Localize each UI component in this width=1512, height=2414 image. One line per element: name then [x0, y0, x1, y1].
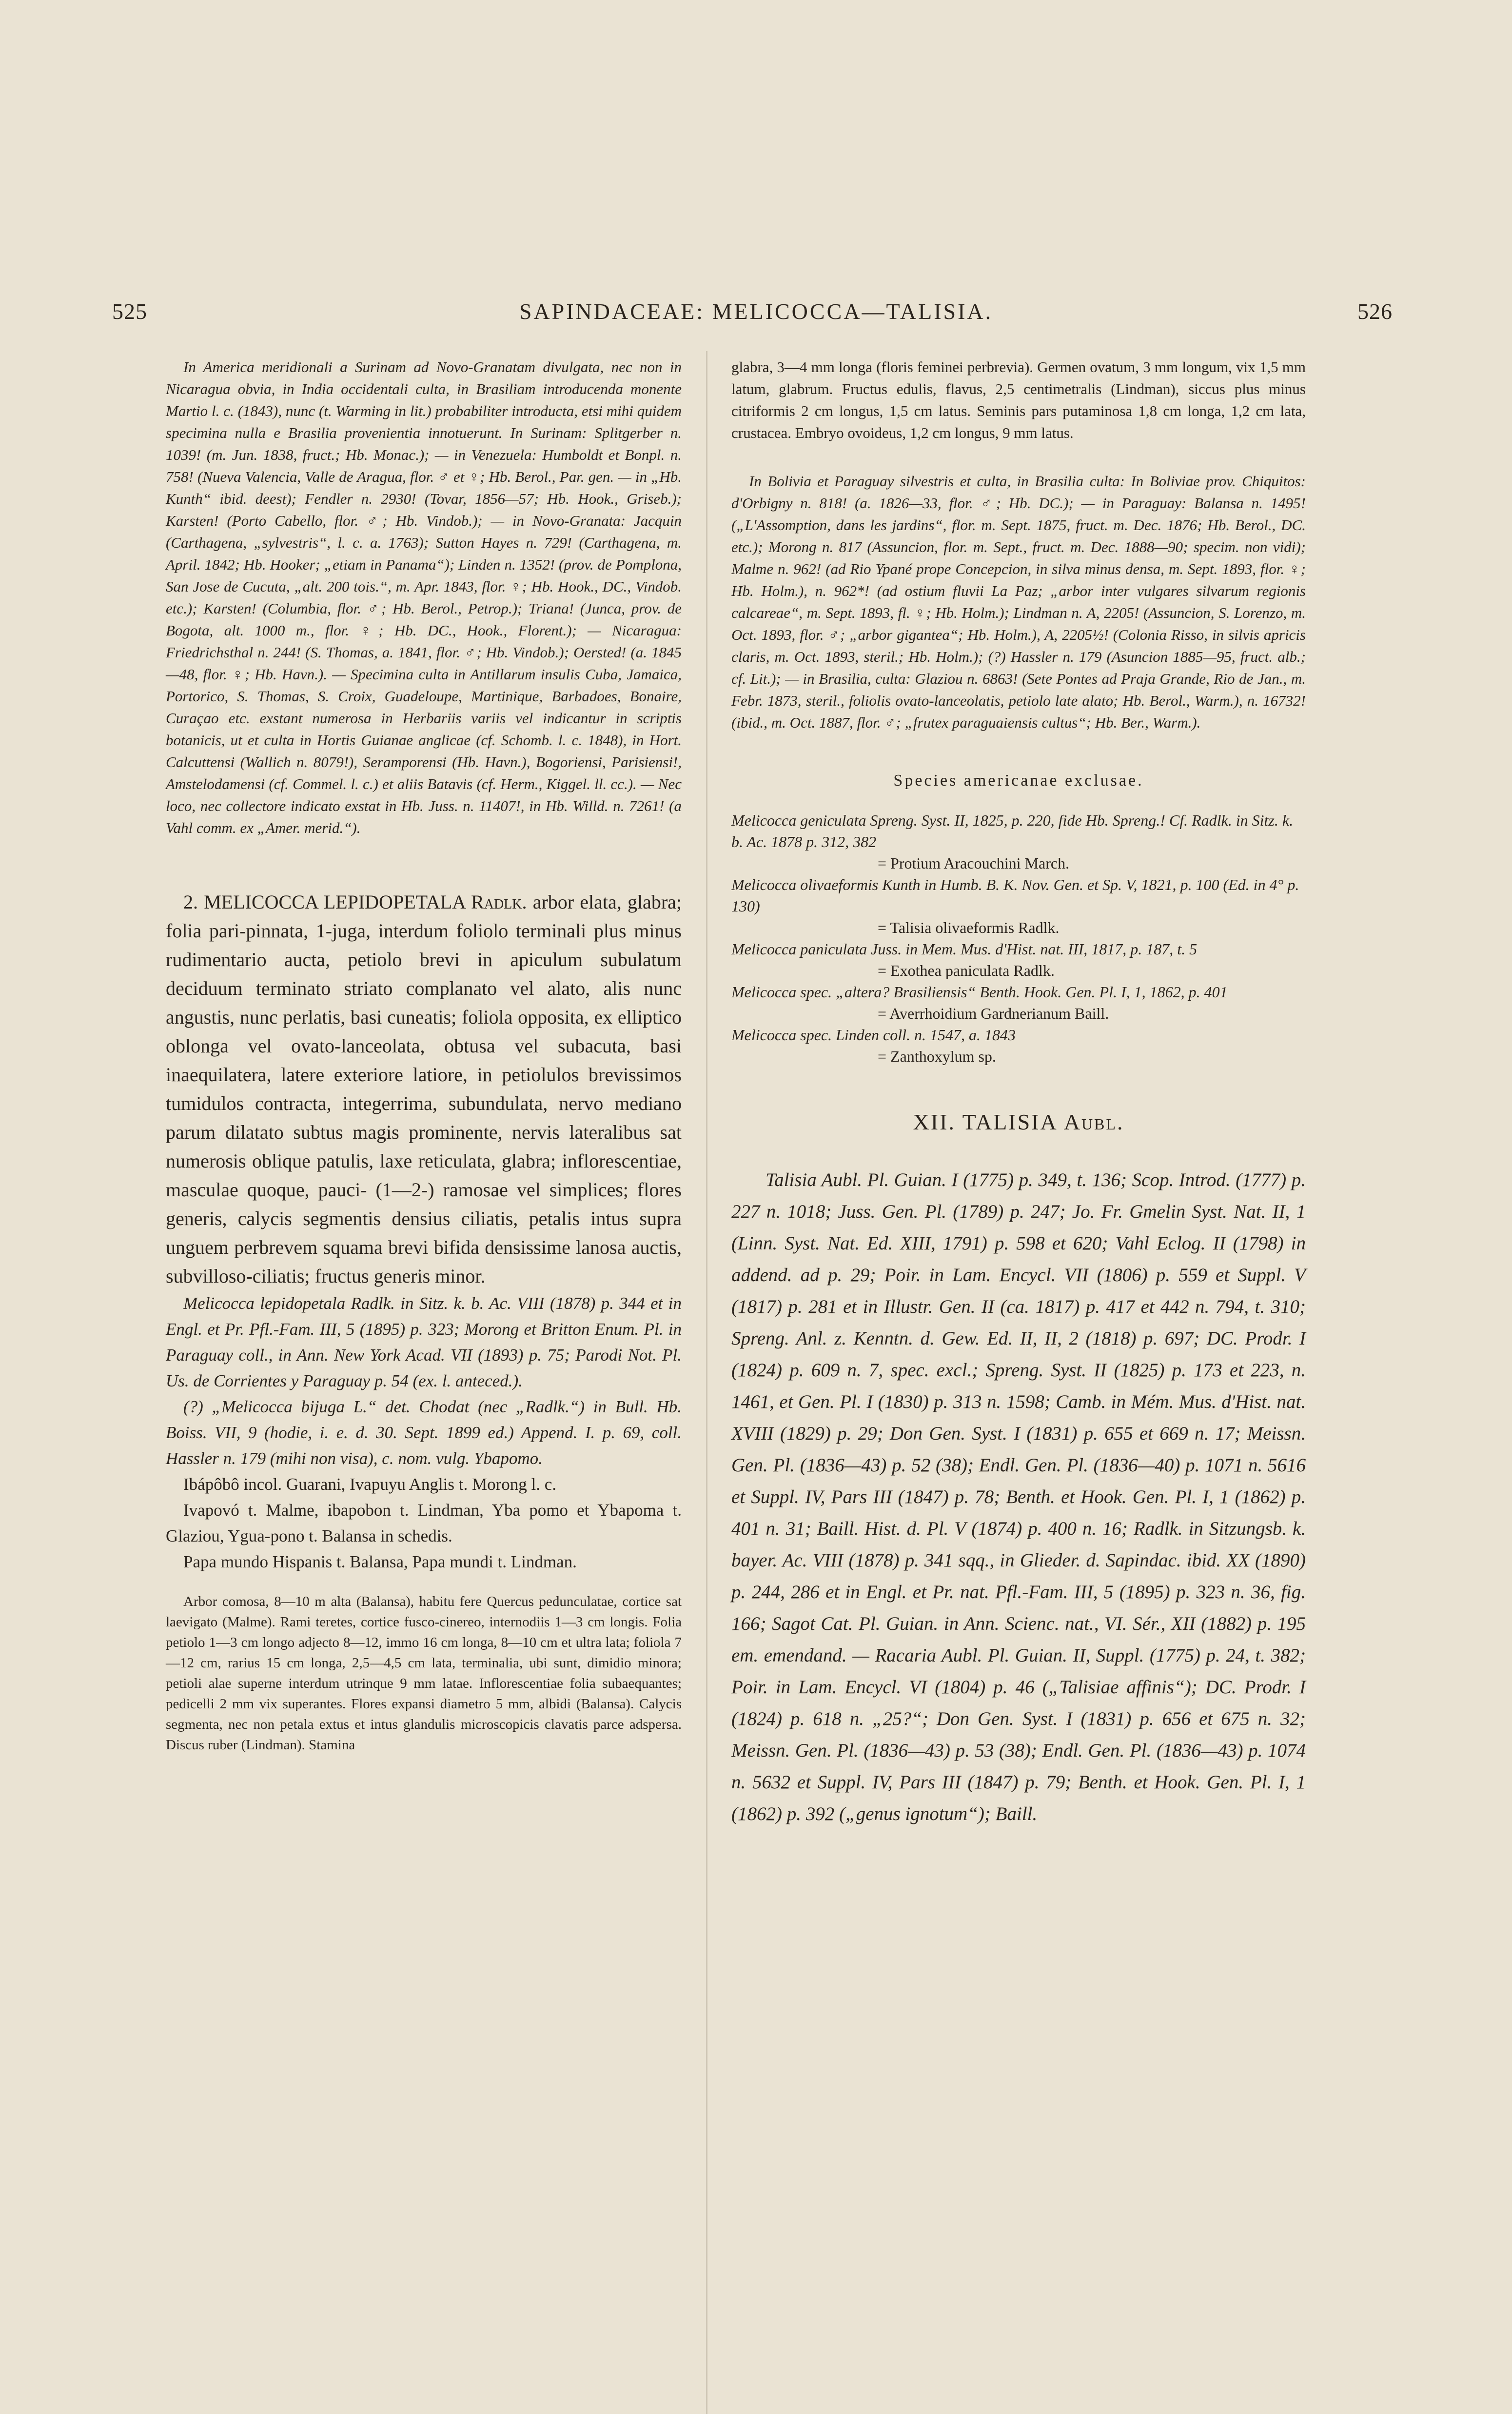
excluded-species-equivalent: = Protium Aracouchini March. — [878, 854, 1070, 872]
excluded-species-equivalent: = Averrhoidium Gardnerianum Baill. — [878, 1005, 1109, 1022]
vernacular-names-1: Ibápôbô incol. Guarani, Ivapuyu Anglis t. Morong l. c. — [183, 1475, 557, 1494]
right-column — [731, 356, 1306, 1830]
distribution-paragraph-right: In Bolivia et Paraguay silvestris et culta, in Brasilia culta: In Boliviae prov. Chiquitos: d'Orbigny n. 818! (a. 1826—33, flor. ♂; Hb. DC.); — in Paraguay: Balansa n. 1495! („L'Assomption, dans les jardins“, flor. m. Sept. 1875, fruct. m. Dec. 1876; Hb. Berol., DC. etc.); Morong n. 817 (Assuncion, flor. m. Sept., fruct. m. Dec. 1888—90; specim. non vidi); Malme n. 962! (ad Rio Ypané prope Concepcion, in silva minus densa, m. Sept. 1893, flor. ♀; Hb. Holm.), n. 962*! (ad ostium fluvii La Paz; „arbor inter vulgares silvarum regionis calcareae“, m. Sept. 1893, fl. ♀; Hb. Holm.); Lindman n. A, 2205! (Assuncion, S. Lorenzo, m. Oct. 1893, flor. ♂; „arbor gigantea“; Hb. Holm.), A, 2205½! (Colonia Risso, in silvis apricis claris, m. Oct. 1893, steril.; Hb. Holm.); (?) Hassler n. 179 (Asuncion 1885—95, fruct. alb.; cf. Lit.); — in Brasilia, culta: Glaziou n. 6863! (Sete Pontes ad Praja Grande, Rio de Jan., m. Febr. 1873, steril., foliolis ovato-lanceolatis, petiolo late alato; Hb. Berol., Warm.), n. 16732! (ibid., m. Oct. 1887, flor. ♂; „frutex paraguaiensis cultus“; Hb. Ber., Warm.). — [731, 473, 1306, 731]
species-author: Radlk. — [471, 891, 527, 913]
excluded-species-name: Melicocca spec. Linden coll. n. 1547, a. 1843 — [731, 1026, 1016, 1044]
excluded-species-item — [731, 810, 1306, 874]
excluded-species-item — [731, 1024, 1306, 1067]
description-continued: glabra, 3—4 mm longa (floris feminei perbrevia). Germen ovatum, 3 mm longum, vix 1,5 mm latum, glabrum. Fructus edulis, flavus, 2,5 centimetralis (Lindman), siccus plus minus citriformis 2 cm longus, 1,5 cm latus. Seminis pars putaminosa 1,8 cm longa, 1,2 cm lata, crustacea. Embryo ovoideus, 1,2 cm longus, 9 mm latus. — [731, 358, 1306, 441]
genus-heading — [731, 1109, 1306, 1135]
left-page-number: 525 — [112, 299, 147, 324]
excluded-species-name: Melicocca spec. „altera? Brasiliensis“ Benth. Hook. Gen. Pl. I, 1, 1862, p. 401 — [731, 983, 1228, 1001]
genus-title: XII. TALISIA — [913, 1109, 1057, 1134]
morphological-description: Arbor comosa, 8—10 m alta (Balansa), habitu fere Quercus pedunculatae, cortice sat laevigato (Malme). Rami teretes, cortice fusco-cinereo, internodiis 1—3 cm longis. Folia petiolo 1—3 cm longo adjecto 8—12, immo 16 cm longa, 8—10 cm et ultra lata; foliola 7—12 cm, rarius 15 cm longa, 2,5—4,5 cm lata, terminalia, ubi sunt, dimidio minora; petioli alae superne interdum utrinque 9 mm latae. Inflorescentiae folia subaequantes; pedicelli 2 mm vix superantes. Flores expansi diametro 5 mm, albidi (Balansa). Calycis segmenta, nec non petala extus et intus glandulis microscopicis clavatis parce adspersa. Discus ruber (Lindman). Stamina — [166, 1594, 682, 1753]
references-block-2: (?) „Melicocca bijuga L.“ det. Chodat (nec „Radlk.“) in Bull. Hb. Boiss. VII, 9 (hodie, i. e. d. 30. Sept. 1899 ed.) Append. I. p. 69, coll. Hassler n. 179 (mihi non visa), c. nom. vulg. Ybapomo. — [166, 1397, 682, 1468]
excluded-species-list — [731, 810, 1306, 1067]
vernacular-names-2: Ivapovó t. Malme, ibapobon t. Lindman, Yba pomo et Ybapoma t. Glaziou, Ygua-pono t. Balansa in schedis. — [166, 1501, 682, 1545]
species-diagnosis: arbor elata, glabra; folia pari-pinnata, 1-juga, interdum foliolo terminali plus minus rudimentario aucta, petiolo brevi in apiculum subulatum deciduum terminato striato complanato vel alato, alis nunc angustis, nunc perlatis, basi cuneatis; foliola opposita, ex elliptico oblonga vel ovato-lanceolata, obtusa vel subacuta, basi inaequilatera, latere exteriore latiore, in petiolulos brevissimos tumidulos contracta, integerrima, subundulata, nervo mediano parum dilatato subtus magis prominente, nervis lateralibus sat numerosis oblique patulis, laxe reticulata, glabra; inflorescentiae, masculae quoque, pauci- (1—2-) ramosae vel simplices; flores generis, calycis segmentis densius ciliatis, petalis intus supra unguem perbrevem squama brevi bifida densissime lanosa auctis, subvilloso-ciliatis; fructus generis minor. — [166, 891, 682, 1287]
excluded-species-item — [731, 981, 1306, 1024]
excluded-species-equivalent: = Exothea paniculata Radlk. — [878, 962, 1055, 979]
excluded-species-equivalent: = Zanthoxylum sp. — [878, 1048, 996, 1065]
column-divider — [706, 351, 707, 2414]
genus-author: Aubl. — [1063, 1109, 1124, 1134]
right-page-number: 526 — [1357, 299, 1393, 324]
excluded-species-name: Melicocca paniculata Juss. in Mem. Mus. d'Hist. nat. III, 1817, p. 187, t. 5 — [731, 940, 1198, 958]
excluded-species-equivalent: = Talisia olivaeformis Radlk. — [878, 919, 1060, 936]
left-column — [166, 356, 682, 1755]
excluded-species-heading: Species americanae exclusae. — [893, 772, 1144, 790]
references-block: Melicocca lepidopetala Radlk. in Sitz. k. b. Ac. VIII (1878) p. 344 et in Engl. et Pr. Pfl.-Fam. III, 5 (1895) p. 323; Morong et Britton Enum. Pl. in Paraguay coll., in Ann. New York Acad. VII (1893) p. 75; Parodi Not. Pl. Us. de Corrientes y Paraguay p. 54 (ex. l. anteced.). — [166, 1294, 682, 1390]
species-heading: 2. MELICOCCA LEPIDOPETALA — [183, 891, 465, 913]
species-description — [166, 888, 682, 1290]
running-title: SAPINDACEAE: MELICOCCA—TALISIA. — [519, 299, 993, 324]
excluded-species-item — [731, 938, 1306, 981]
excluded-species-name: Melicocca geniculata Spreng. Syst. II, 1825, p. 220, fide Hb. Spreng.! Cf. Radlk. in Sitz. k. b. Ac. 1878 p. 312, 382 — [731, 811, 1294, 851]
excluded-species-name: Melicocca olivaeformis Kunth in Humb. B. K. Nov. Gen. et Sp. V, 1821, p. 100 (Ed. in 4° p. 130) — [731, 876, 1299, 915]
distribution-paragraph: In America meridionali a Surinam ad Novo-Granatam divulgata, nec non in Nicaragua obvia, in India occidentali culta, in Brasiliam introducenda monente Martio l. c. (1843), nunc (t. Warming in lit.) probabiliter introducta, etsi mihi quidem specimina nulla e Brasilia provenientia innotuerunt. In Surinam: Splitgerber n. 1039! (m. Jun. 1838, fruct.; Hb. Monac.); — in Venezuela: Humboldt et Bonpl. n. 758! (Nueva Valencia, Valle de Aragua, flor. ♂ et ♀; Hb. Berol., Par. gen. — in „Hb. Kunth“ ibid. deest); Fendler n. 2930! (Tovar, 1856—57; Hb. Hook., Griseb.); Karsten! (Porto Cabello, flor. ♂; Hb. Vindob.); — in Novo-Granata: Jacquin (Carthagena, „sylvestris“, l. c. a. 1763); Sutton Hayes n. 729! (Carthagena, m. April. 1842; Hb. Hooker; „etiam in Panama“); Linden n. 1352! (prov. de Pomplona, San Jose de Cucuta, „alt. 200 tois.“, m. Apr. 1843, flor. ♀; Hb. Hook., DC., Vindob. etc.); Karsten! (Columbia, flor. ♂; Hb. Berol., Petrop.); Triana! (Junca, prov. de Bogota, alt. 1000 m., flor. ♀; Hb. DC., Hook., Florent.); — Nicaragua: Friedrichsthal n. 244! (S. Thomas, a. 1841, flor. ♂; Hb. Vindob.); Oersted! (a. 1845—48, flor. ♀; Hb. Havn.). — Specimina culta in Antillarum insulis Cuba, Jamaica, Portorico, S. Thomas, S. Croix, Guadeloupe, Martinique, Barbadoes, Bonaire, Curaçao etc. exstant numerosa in Herbariis variis vel indicantur in scriptis botanicis, ut et culta in Hortis Guianae anglicae (cf. Schomb. l. c. 1848), in Hort. Calcuttensi (Wallich n. 8079!), Seramporensi (Hb. Havn.), Bogoriensi, Parisiensi!, Amstelodamensi (cf. Commel. l. c.) et aliis Batavis (cf. Herm., Kiggel. ll. cc.). — Nec loco, nec collectore indicato exstat in Hb. Juss. n. 11407!, in Hb. Willd. n. 7261! (a Vahl comm. ex „Amer. merid.“). — [166, 358, 682, 836]
excluded-species-item — [731, 874, 1306, 938]
vernacular-names-3: Papa mundo Hispanis t. Balansa, Papa mundi t. Lindman. — [183, 1552, 577, 1571]
genus-references: Talisia Aubl. Pl. Guian. I (1775) p. 349, t. 136; Scop. Introd. (1777) p. 227 n. 1018; Juss. Gen. Pl. (1789) p. 247; Jo. Fr. Gmelin Syst. Nat. II, 1 (Linn. Syst. Nat. Ed. XIII, 1791) p. 598 et 620; Vahl Eclog. II (1798) in addend. ad p. 29; Poir. in Lam. Encycl. VII (1806) p. 559 et Suppl. V (1817) p. 281 et in Illustr. Gen. II (ca. 1817) p. 417 et 442 n. 794, t. 310; Spreng. Anl. z. Kenntn. d. Gew. Ed. II, II, 2 (1818) p. 697; DC. Prodr. I (1824) p. 609 n. 7, spec. excl.; Spreng. Syst. II (1825) p. 173 et 223, n. 1461, et Gen. Pl. I (1830) p. 313 n. 1598; Camb. in Mém. Mus. d'Hist. nat. XVIII (1829) p. 29; Don Gen. Syst. I (1831) p. 655 et 669 n. 17; Meissn. Gen. Pl. (1836—43) p. 52 (38); Endl. Gen. Pl. (1836—40) p. 1071 n. 5616 et Suppl. IV, Pars III (1847) p. 78; Benth. et Hook. Gen. Pl. I, 1 (1862) p. 401 n. 31; Baill. Hist. d. Pl. V (1874) p. 400 n. 16; Radlk. in Sitzungsb. k. bayer. Ac. VIII (1878) p. 341 sqq., in Glieder. d. Sapindac. ibid. XX (1890) p. 244, 286 et in Engl. et Pr. nat. Pfl.-Fam. III, 5 (1895) p. 323 n. 36, fig. 166; Sagot Cat. Pl. Guian. in Ann. Scienc. nat., VI. Sér., XII (1882) p. 195 em. emendand. — Racaria Aubl. Pl. Guian. II, Suppl. (1775) p. 24, t. 382; Poir. in Lam. Encycl. VI (1804) p. 46 („Talisiae affinis“); DC. Prodr. I (1824) p. 618 n. „25?“; Don Gen. Syst. I (1831) p. 656 et 675 n. 32; Meissn. Gen. Pl. (1836—43) p. 53 (38); Endl. Gen. Pl. (1836—43) p. 1074 n. 5632 et Suppl. IV, Pars III (1847) p. 79; Benth. et Hook. Gen. Pl. I, 1 (1862) p. 392 („genus ignotum“); Baill. — [731, 1169, 1306, 1824]
